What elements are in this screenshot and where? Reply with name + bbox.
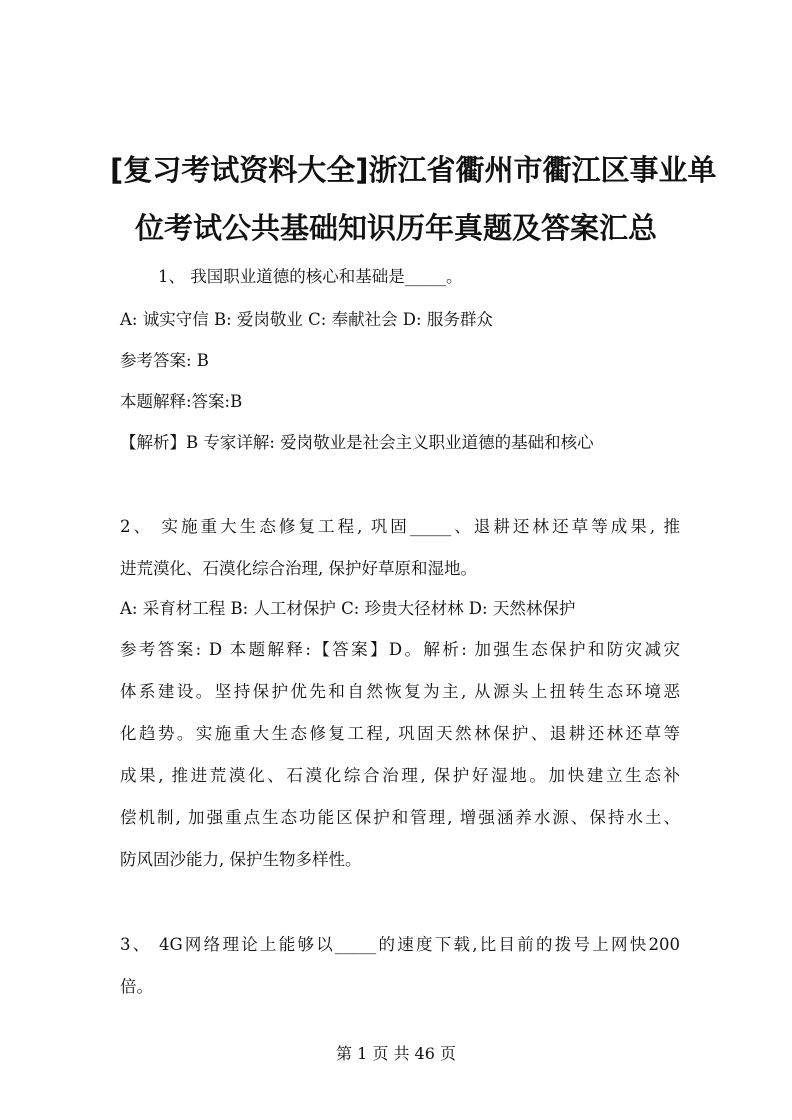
question-1-explanation: 【解析】B 专家详解: 爱岗敬业是社会主义职业道德的基础和核心 (120, 433, 594, 452)
question-1-options: A: 诚实守信 B: 爱岗敬业 C: 奉献社会 D: 服务群众 (120, 310, 493, 329)
page-footer: 第 1 页 共 46 页 (336, 1044, 456, 1063)
question-2-explanation-line-1: 体系建设。坚持保护优先和自然恢复为主, 从源头上扭转生态环境恶 (120, 682, 680, 701)
question-2-answer: 参考答案: D 本题解释:【答案】D。解析: 加强生态保护和防灾减灾 (120, 640, 680, 659)
question-3-stem-line-1: 3、 4G网络理论上能够以_____的速度下载,比目前的拨号上网快200 (120, 935, 680, 954)
question-3-stem-line-2: 倍。 (120, 977, 153, 996)
document-title-line-1: [复习考试资料大全]浙江省衢州市衢江区事业单 (110, 153, 717, 187)
question-1-explanation-label: 本题解释:答案:B (120, 392, 243, 411)
document-title-line-2: 位考试公共基础知识历年真题及答案汇总 (134, 211, 657, 245)
question-2-explanation-line-4: 偿机制, 加强重点生态功能区保护和管理, 增强涵养水源、保持水土、 (120, 808, 680, 827)
question-1-answer: 参考答案: B (120, 351, 209, 370)
question-1-stem: 1、 我国职业道德的核心和基础是_____。 (158, 267, 463, 286)
question-2-explanation-line-2: 化趋势。实施重大生态修复工程, 巩固天然林保护、退耕还林还草等 (120, 724, 680, 743)
question-2-explanation-line-5: 防风固沙能力, 保护生物多样性。 (120, 850, 362, 869)
question-2-stem-line-1: 2、 实施重大生态修复工程, 巩固_____、退耕还林还草等成果, 推 (120, 517, 680, 536)
question-2-options: A: 采育材工程 B: 人工材保护 C: 珍贵大径材林 D: 天然林保护 (120, 599, 576, 618)
question-2-stem-line-2: 进荒漠化、石漠化综合治理, 保护好草原和湿地。 (120, 559, 477, 578)
question-2-explanation-line-3: 成果, 推进荒漠化、石漠化综合治理, 保护好湿地。加快建立生态补 (120, 766, 680, 785)
